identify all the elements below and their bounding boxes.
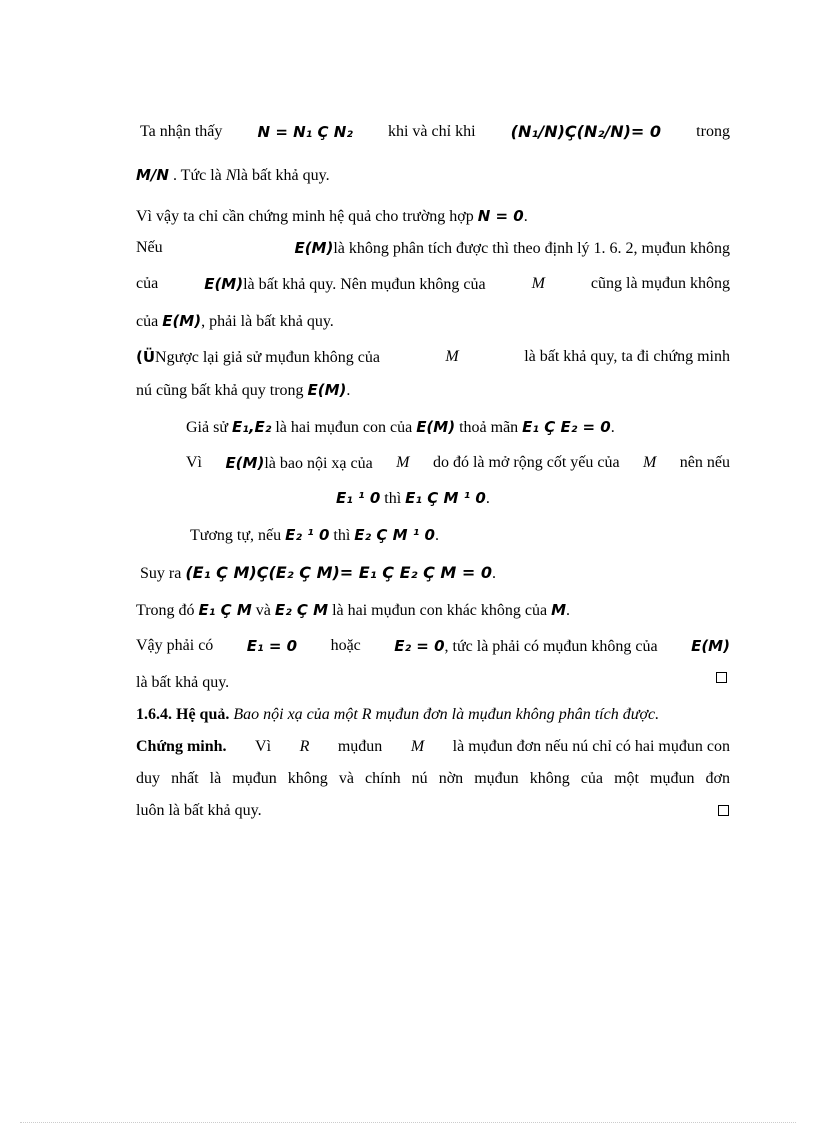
text-line: Trong đó E₁ Ç M và E₂ Ç M là hai mụđun con khác không của M. — [136, 601, 571, 619]
text: hoặc — [330, 637, 361, 654]
proof-label: Chứng minh. — [136, 738, 227, 755]
text-line — [136, 238, 730, 259]
text-line — [136, 737, 730, 757]
math-formula: E₁ Ç E₂ = 0 — [522, 418, 611, 436]
text: là hai mụđun con của — [275, 419, 413, 436]
text: do đó là mở rộng cốt yếu của — [432, 454, 620, 471]
qed-box-icon — [718, 805, 729, 816]
math-var: M — [643, 454, 657, 471]
math-formula: E(M) — [416, 418, 456, 436]
math-formula: E₂ ¹ 0 — [285, 526, 330, 544]
math-formula: E(M) — [225, 454, 265, 472]
text: thì — [384, 490, 402, 507]
math-var: R — [299, 738, 310, 755]
math-var: M — [410, 738, 425, 755]
text: Vậy phải có — [136, 637, 214, 654]
text: thoả mãn — [459, 419, 519, 436]
text: . Tức là — [172, 167, 222, 184]
text-line — [136, 274, 730, 295]
corollary-heading — [136, 705, 659, 725]
text-line — [136, 636, 730, 657]
text: Vì — [186, 454, 202, 471]
text: duy nhất là mụđun không và chính nú nờn mụđun không của một mụđun đơn — [136, 770, 730, 787]
text: mụđun — [337, 738, 383, 755]
text: Suy ra — [140, 565, 182, 582]
math-symbol: (Ü — [136, 348, 156, 366]
text: là bất khả quy, ta đi chứng minh — [524, 348, 730, 365]
text: là bất khả quy. — [136, 674, 230, 691]
text: là bất khả quy. Nên mụđun không của — [243, 276, 486, 293]
corollary-text: Bao nội xạ của một R mụđun đơn là mụđun không phân tích được. — [233, 706, 660, 723]
math-var: M — [445, 348, 459, 365]
math-formula: (E₁ Ç M)Ç(E₂ Ç M)= E₁ Ç E₂ Ç M = 0 — [185, 563, 493, 582]
text: và — [255, 602, 271, 619]
text: trong — [696, 123, 730, 140]
text: Ta nhận thấy — [140, 123, 223, 140]
text-line — [136, 165, 330, 186]
text-line — [136, 311, 334, 332]
text: Trong đó — [136, 602, 195, 619]
text: là bao nội xạ của — [264, 455, 373, 472]
text: Tương tự, nếu — [190, 527, 282, 544]
text: là hai mụđun con khác không của — [332, 602, 548, 619]
math-formula: E₂ Ç M — [274, 601, 329, 619]
text: Nếu — [136, 239, 163, 256]
text: thì — [333, 527, 351, 544]
text: Vì vậy ta chỉ cần chứng minh hệ quả cho trường hợp — [136, 208, 474, 225]
math-formula: E₁,E₂ — [232, 418, 272, 436]
text-line: Vì vậy ta chỉ cần chứng minh hệ quả cho trường hợp N = 0. — [136, 207, 528, 225]
text-line — [136, 347, 730, 368]
qed-box-icon — [716, 672, 727, 683]
math-formula: E₁ = 0 — [246, 637, 298, 655]
text-line: Tương tự, nếu E₂ ¹ 0 thì E₂ Ç M ¹ 0. — [190, 526, 439, 544]
math-var: M — [396, 454, 410, 471]
text: của — [136, 275, 159, 292]
math-formula: N = N₁ Ç N₂ — [257, 123, 353, 141]
text-line — [136, 801, 262, 821]
math-var: N — [225, 167, 237, 184]
math-formula: N = 0 — [477, 207, 524, 225]
text: là mụđun đơn nếu nú chỉ có hai mụđun con — [452, 738, 730, 755]
math-formula: E(M) — [307, 381, 347, 399]
text: Ngược lại giả sử mụđun không của — [155, 349, 380, 366]
math-formula: E(M) — [294, 239, 334, 257]
text-line: nú cũng bất khả quy trong E(M). — [136, 381, 351, 399]
math-formula: E₁ Ç M — [198, 601, 252, 619]
math-formula: E₁ ¹ 0 — [336, 489, 381, 507]
text: là không phân tích được thì theo định lý 1. 6. 2, mụđun không — [333, 240, 730, 257]
text: cũng là mụđun không — [590, 275, 730, 292]
math-formula: E(M) — [691, 637, 730, 655]
math-formula: M/N — [136, 166, 169, 184]
text: , phải là bất khả quy. — [201, 313, 334, 330]
math-formula: E(M) — [162, 312, 202, 330]
text: , tức là phải có mụđun không của — [444, 638, 658, 655]
text: luôn là bất khả quy. — [136, 802, 262, 819]
text: Vì — [255, 738, 272, 755]
math-formula: (N₁/N)Ç(N₂/N)= 0 — [510, 122, 662, 141]
text-line — [136, 769, 730, 789]
math-formula: M — [551, 601, 567, 619]
math-formula: E₁ Ç M ¹ 0 — [405, 489, 486, 507]
text-line: E₁ ¹ 0 thì E₁ Ç M ¹ 0. — [336, 489, 490, 507]
text-line: Suy ra (E₁ Ç M)Ç(E₂ Ç M)= E₁ Ç E₂ Ç M = 0. — [140, 563, 497, 582]
text-line: Giả sử E₁,E₂ là hai mụđun con của E(M) thoả mãn E₁ Ç E₂ = 0. — [186, 418, 615, 436]
math-formula: E₂ Ç M ¹ 0 — [354, 526, 435, 544]
text-line — [136, 673, 229, 693]
text: nên nếu — [679, 454, 730, 471]
math-var: M — [531, 275, 545, 292]
text-line — [140, 122, 730, 142]
text: là bất khả quy. — [236, 167, 330, 184]
text: của — [136, 313, 159, 330]
corollary-label: 1.6.4. Hệ quả. — [136, 706, 230, 723]
text-line — [186, 453, 730, 474]
text: Giả sử — [186, 419, 228, 436]
text: nú cũng bất khả quy trong — [136, 382, 304, 399]
math-formula: E(M) — [204, 275, 244, 293]
math-formula: E₂ = 0 — [394, 637, 445, 655]
text: khi và chỉ khi — [387, 123, 476, 140]
